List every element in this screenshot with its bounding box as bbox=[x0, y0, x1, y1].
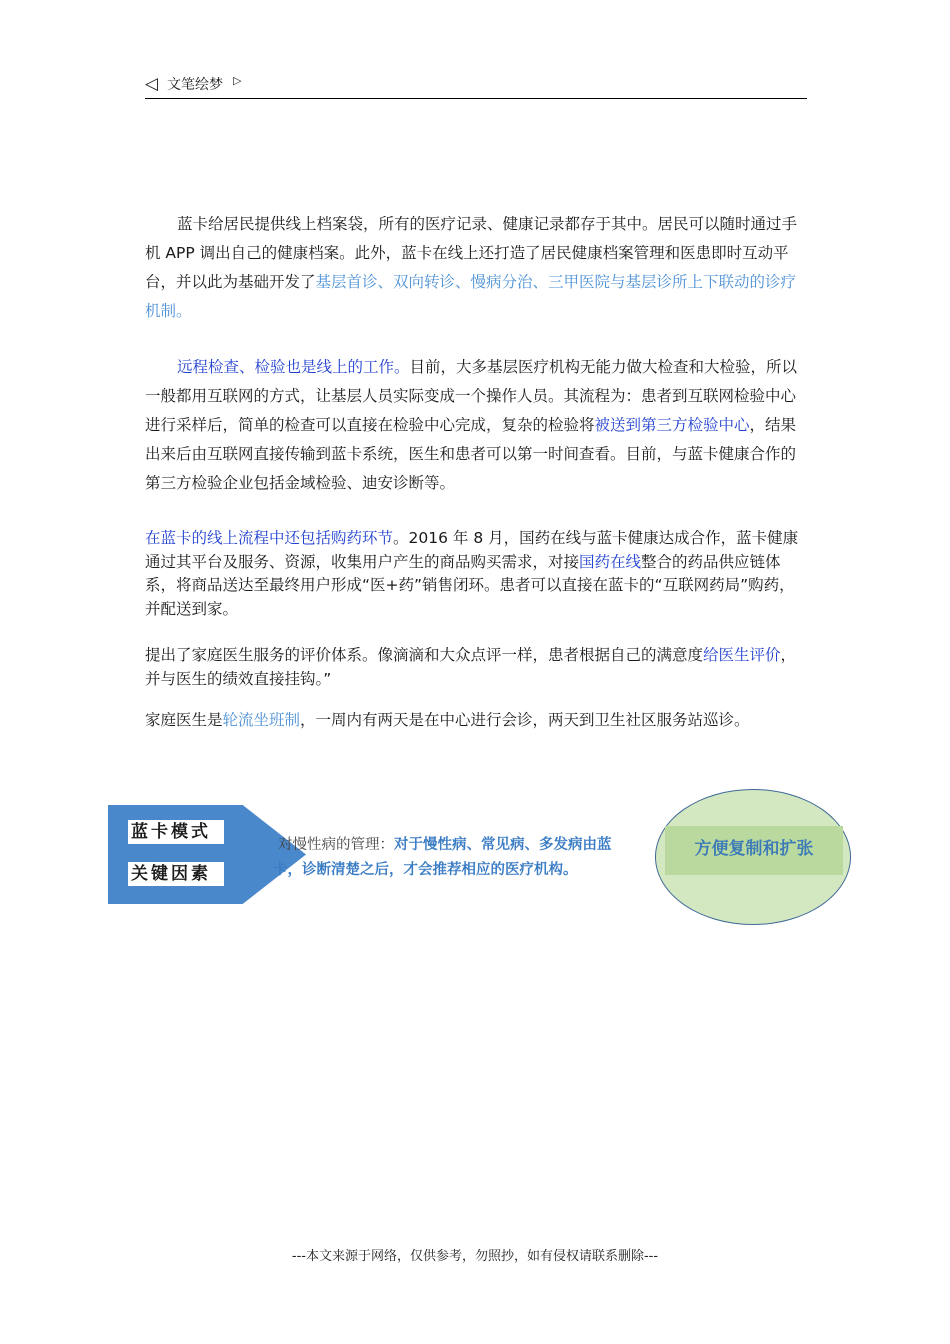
left-triangle-icon: ◁ bbox=[145, 74, 159, 94]
paragraph-5 bbox=[145, 709, 807, 733]
paragraph-4-link: 给医生评价 bbox=[703, 646, 781, 664]
paragraph-1-link: 基层首诊、双向转诊、慢病分治、三甲医院与基层诊所上下联动的诊疗机制。 bbox=[145, 273, 797, 320]
paragraph-5-text-2: ，一周内有两天是在中心进行会诊，两天到卫生社区服务站巡诊。 bbox=[300, 711, 750, 729]
paragraph-3-text-1: 。2016 年 8 月，国药在线与蓝卡健康达成合作，蓝卡健康通过其平台及服务、资源，收集用户产生的商品购买需求，对接 bbox=[145, 529, 799, 571]
page-footer: ---本文来源于网络，仅供参考，勿照抄，如有侵权请联系删除--- bbox=[291, 1249, 659, 1264]
arrow-label-line-1: 蓝卡模式 bbox=[128, 820, 224, 844]
diagram-middle-text bbox=[273, 833, 663, 883]
diagram-middle-bold-2: 卡，诊断清楚之后，才会推荐相应的医疗机构。 bbox=[273, 862, 578, 878]
paragraph-2-link-2: 被送到第三方检验中心 bbox=[594, 416, 750, 434]
paragraph-3-link-2: 国药在线 bbox=[579, 552, 642, 571]
paragraph-3-link-1: 在蓝卡的线上流程中还包括购药环节 bbox=[145, 529, 394, 547]
easy-to-replicate-label: 方便复制和扩张 bbox=[665, 826, 843, 875]
right-triangle-icon: ▷ bbox=[233, 74, 242, 87]
diagram-middle-prefix: 对慢性病的管理： bbox=[278, 837, 394, 853]
paragraph-4-text-1: 提出了家庭医生服务的评价体系。像滴滴和大众点评一样，患者根据自己的满意度 bbox=[145, 646, 704, 664]
paragraph-3-text-2: 整合的药品供应链体系，将商品送达至最终用户形成“医+药”销售闭环。患者可以直接在蓝卡的“互联网药局”购药，并配送到家。 bbox=[145, 552, 795, 618]
paragraph-1-text: 蓝卡给居民提供线上档案袋，所有的医疗记录、健康记录都存于其中。居民可以随时通过手机 APP 调出自己的健康档案。此外，蓝卡在线上还打造了居民健康档案管理和医患即时互动平台，并以此为基础开发了 bbox=[145, 215, 798, 291]
arrow-label-box bbox=[128, 820, 224, 884]
diagram-middle-line-1 bbox=[278, 833, 663, 858]
paragraph-2-link-1: 远程检查、检验也是线上的工作。 bbox=[177, 358, 410, 376]
paragraph-1 bbox=[145, 210, 807, 326]
paragraph-2-text-2: ，结果出来后由互联网直接传输到蓝卡系统，医生和患者可以第一时间查看。目前，与蓝卡健康合作的第三方检验企业包括金域检验、迪安诊断等。 bbox=[145, 416, 797, 492]
paragraph-4-text-2: ，并与医生的绩效直接挂钩。” bbox=[145, 646, 797, 688]
diagram-middle-bold-1: 对于慢性病、常见病、多发病由蓝 bbox=[394, 837, 612, 853]
paragraph-5-text-1: 家庭医生是 bbox=[145, 711, 223, 729]
paragraph-2-text-1: 目前，大多基层医疗机构无能力做大检查和大检验，所以一般都用互联网的方式，让基层人员实际变成一个操作人员。其流程为：患者到互联网检验中心进行采样后，简单的检查可以直接在检验中心完成，复杂的检验将 bbox=[145, 358, 798, 434]
paragraph-5-link: 轮流坐班制 bbox=[222, 711, 301, 729]
arrow-label-line-2: 关键因素 bbox=[128, 862, 224, 886]
page-header bbox=[145, 74, 807, 99]
paragraph-2 bbox=[145, 353, 807, 498]
paragraph-3 bbox=[145, 527, 807, 621]
diagram-middle-line-2 bbox=[273, 858, 663, 883]
paragraph-4 bbox=[145, 644, 807, 691]
header-title: 文笔绘梦 bbox=[167, 77, 223, 93]
